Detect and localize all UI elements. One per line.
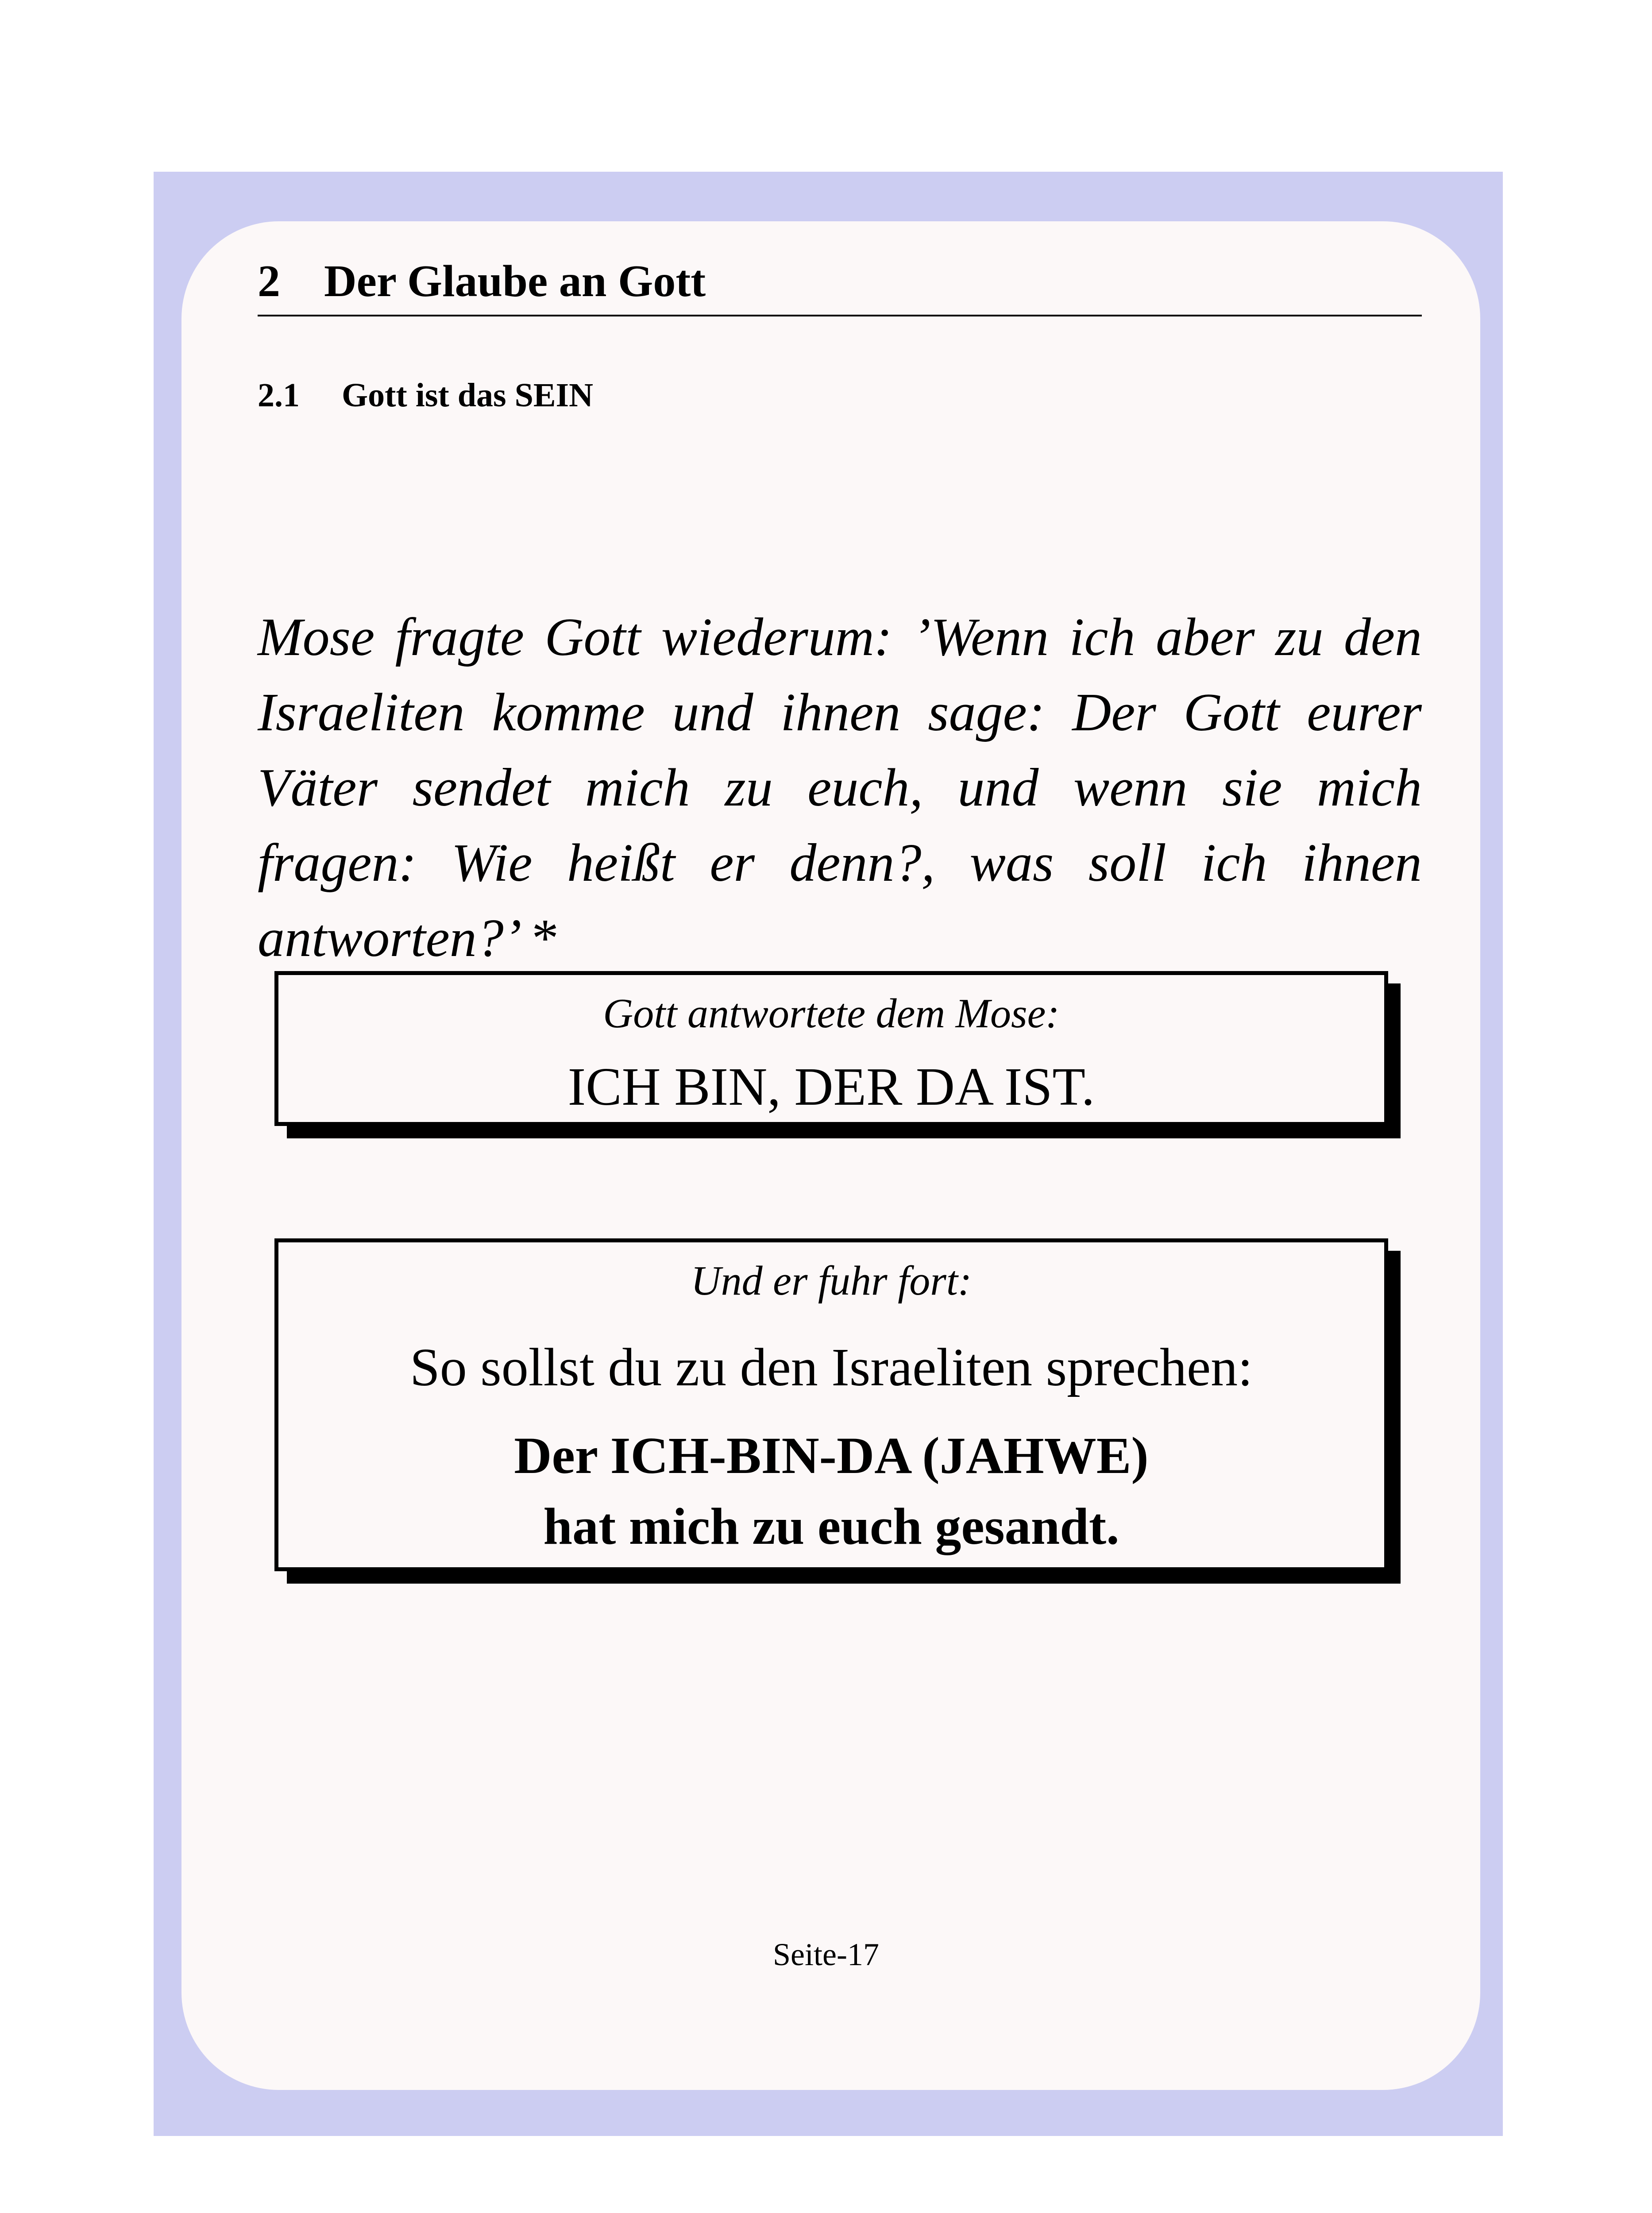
continuation-intro: Und er fuhr fort: xyxy=(691,1258,972,1304)
section-number: 2 xyxy=(258,256,280,306)
subsection-heading xyxy=(258,378,593,412)
section-title: Der Glaube an Gott xyxy=(324,256,706,306)
quote-paragraph: Mose fragte Gott wiederum: ’Wenn ich aber zu den Israeliten komme und ihnen sage: Der Gott eurer Väter sendet mich zu euch, und wenn sie mich fragen: Wie heißt er denn?, was soll ich ihnen antworten?’ * xyxy=(258,607,1422,968)
emphasis-line-1: Der ICH-BIN-DA (JAHWE) xyxy=(514,1426,1149,1484)
section-heading xyxy=(258,256,1422,316)
subsection-title: Gott ist das SEIN xyxy=(342,377,593,414)
continuation-box xyxy=(274,1238,1388,1571)
continuation-emphasis xyxy=(278,1420,1384,1562)
answer-intro: Gott antwortete dem Mose: xyxy=(603,991,1060,1037)
subsection-number: 2.1 xyxy=(258,377,300,414)
content-panel xyxy=(181,221,1480,2090)
answer-box xyxy=(274,971,1388,1126)
emphasis-line-2: hat mich zu euch gesandt. xyxy=(543,1497,1119,1555)
continuation-main: So sollst du zu den Israeliten sprechen: xyxy=(409,1338,1253,1397)
page-number: Seite-17 xyxy=(773,1937,879,1972)
answer-main: ICH BIN, DER DA IST. xyxy=(567,1057,1095,1117)
